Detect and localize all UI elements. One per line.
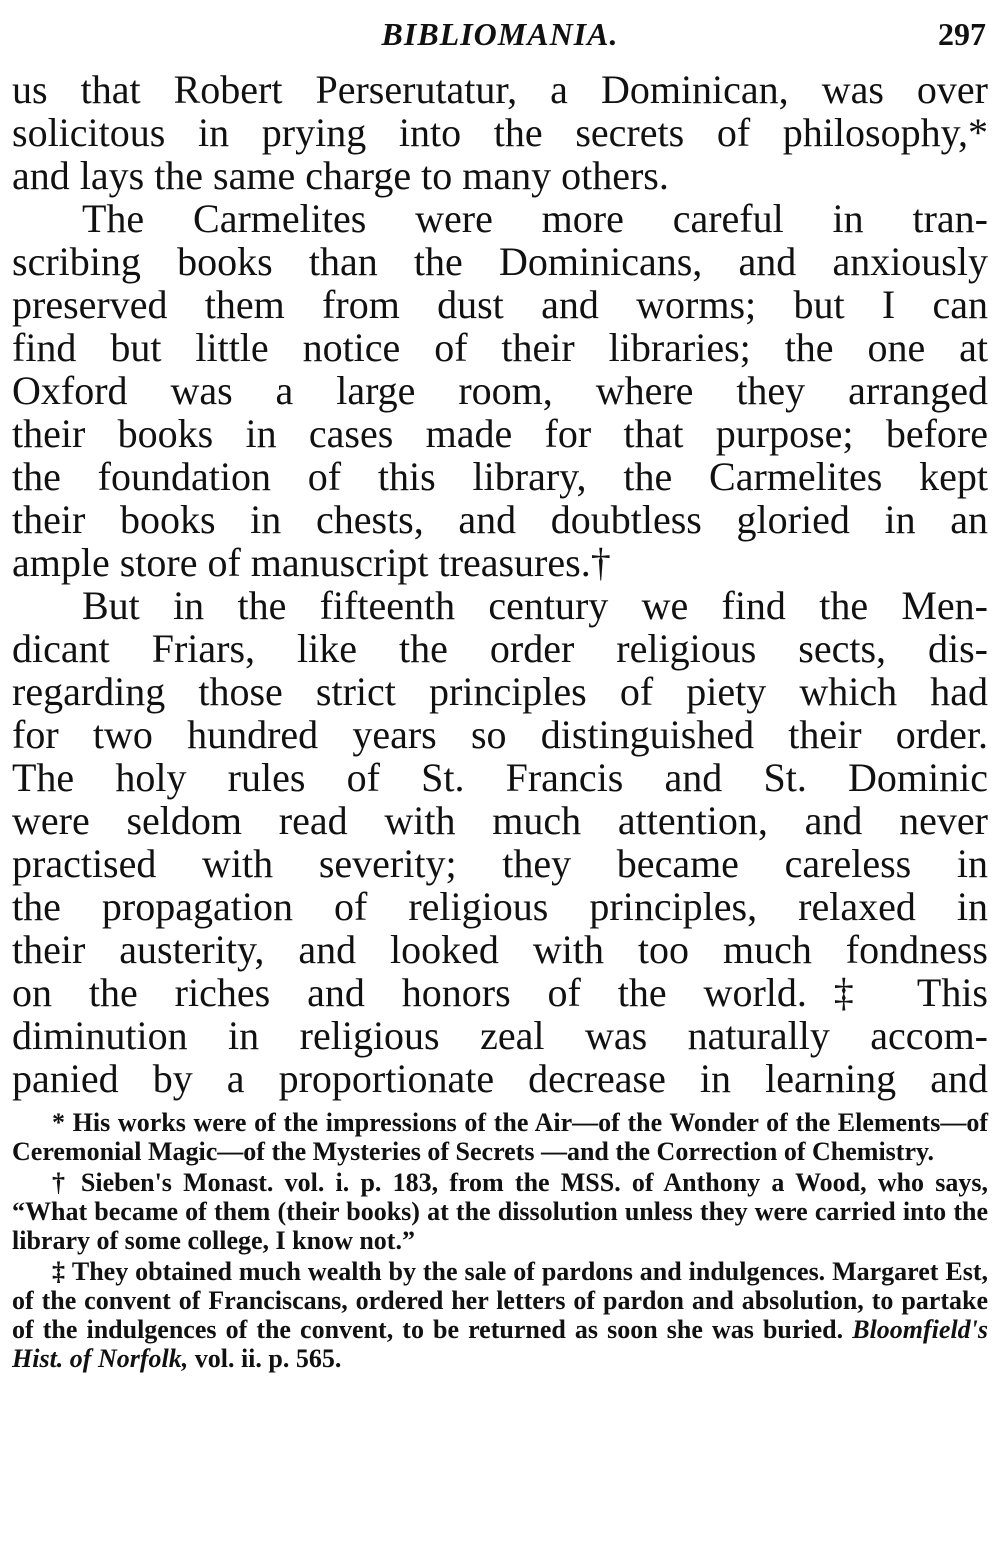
footnotes [12, 1108, 988, 1373]
footnote-citation: Bloomfield's Hist. of Norfolk, [12, 1315, 989, 1373]
paragraph-continuation [12, 68, 988, 197]
text-line: scribing books than the Dominicans, and anxiously [12, 239, 988, 284]
text-line: regarding those strict principles of piety which had [12, 669, 988, 714]
page-number: 297 [938, 16, 986, 52]
paragraph-carmelites [12, 197, 988, 584]
body-text [12, 68, 988, 1100]
text-line: on the riches and honors of the world.‡ This [12, 970, 988, 1015]
text-line: their books in cases made for that purpose; before [12, 411, 988, 456]
book-page [12, 12, 988, 1533]
running-head [12, 12, 988, 68]
footnote [12, 1108, 988, 1166]
footnote-text: ‡ They obtained much wealth by the sale of pardons and indulgences. Margaret Est, of the convent of Franciscans, ordered her letters of pardon and absolution, to partake of the indulgences of the convent, to be returned as soon she was buried. [12, 1257, 988, 1344]
text-line: panied by a proportionate decrease in learning and [12, 1056, 988, 1101]
text-line: us that Robert Perserutatur, a Dominican, was over [12, 67, 988, 112]
text-line: were seldom read with much attention, and never [12, 798, 988, 843]
text-line: Oxford was a large room, where they arranged [12, 368, 988, 413]
footnote [12, 1257, 988, 1373]
footnote [12, 1168, 988, 1255]
text-line: their books in chests, and doubtless gloried in an [12, 497, 988, 542]
text-line: diminution in religious zeal was naturally accom- [12, 1013, 988, 1058]
footnote-text: vol. ii. p. 565. [194, 1344, 342, 1373]
text-line: preserved them from dust and worms; but I can [12, 282, 988, 327]
footnote-text: † Sieben's Monast. vol. i. p. 183, from the MSS. of Anthony a Wood, who says, “What became of them (their books) at the dissolution unless they were carried into the library of some college, I know not.” [12, 1168, 988, 1255]
text-line: dicant Friars, like the order religious sects, dis- [12, 626, 988, 671]
text-line: ample store of manuscript treasures.† [12, 540, 611, 585]
paragraph-fifteenth-century [12, 584, 988, 1100]
text-line: practised with severity; they became careless in [12, 841, 988, 886]
text-line: find but little notice of their libraries; the one at [12, 325, 988, 370]
text-line: for two hundred years so distinguished their order. [12, 712, 988, 757]
running-title: BIBLIOMANIA. [381, 16, 619, 52]
text-line: The Carmelites were more careful in tran- [82, 196, 988, 241]
text-line: the foundation of this library, the Carmelites kept [12, 454, 988, 499]
text-line: solicitous in prying into the secrets of philosophy,* [12, 110, 988, 155]
text-line: their austerity, and looked with too much fondness [12, 927, 988, 972]
text-line: But in the fifteenth century we find the Men- [82, 583, 988, 628]
text-line: the propagation of religious principles, relaxed in [12, 884, 988, 929]
text-line: and lays the same charge to many others. [12, 153, 669, 198]
text-line: The holy rules of St. Francis and St. Dominic [12, 755, 988, 800]
footnote-text: * His works were of the impressions of the Air—of the Wonder of the Elements—of Ceremonial Magic—of the Mysteries of Secrets —and the Correction of Chemistry. [12, 1108, 988, 1166]
